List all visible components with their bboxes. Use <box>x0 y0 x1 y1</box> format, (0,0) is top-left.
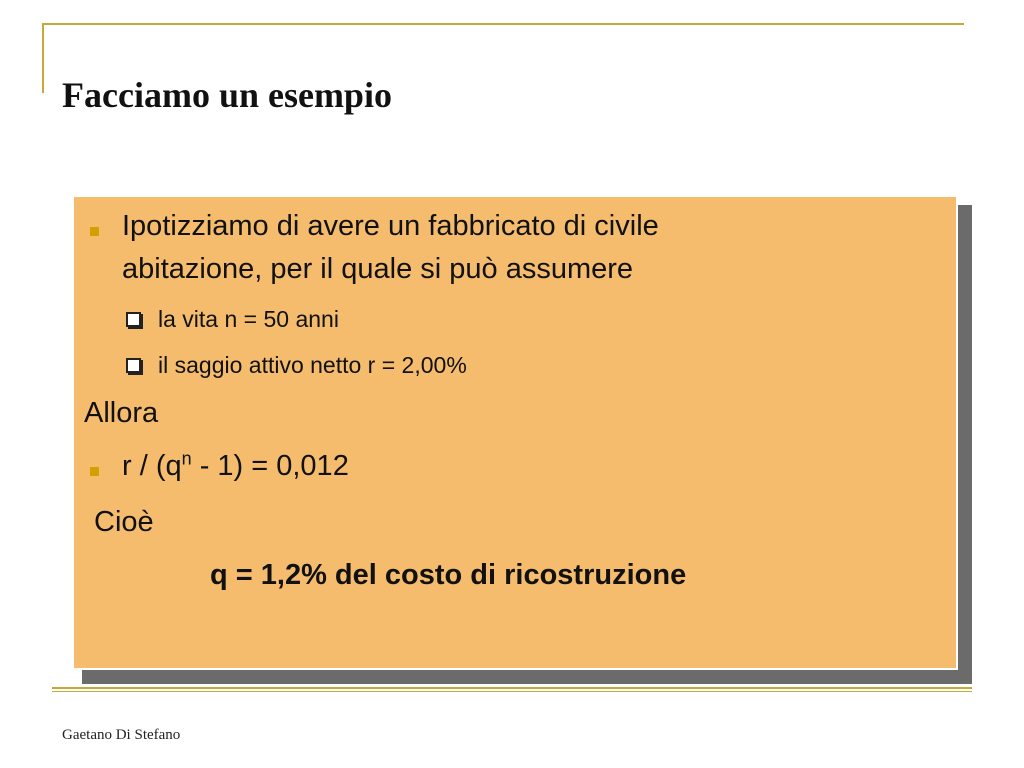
checkbox-bullet-icon <box>126 358 141 373</box>
square-bullet-icon <box>90 467 99 476</box>
left-rule <box>42 23 44 93</box>
bullet-text-line-2: abitazione, per il quale si può assumere <box>122 253 634 285</box>
formula-line <box>122 447 349 485</box>
content-area <box>74 197 956 668</box>
footer-author: Gaetano Di Stefano <box>62 727 181 743</box>
slide-title: Facciamo un esempio <box>62 75 392 115</box>
sub-bullet-vita: la vita n = 50 anni <box>158 306 339 332</box>
sub-bullet-saggio: il saggio attivo netto r = 2,00% <box>158 352 467 378</box>
top-rule <box>42 23 964 25</box>
text-cioe: Cioè <box>94 506 154 538</box>
bottom-rule-thin <box>52 691 972 692</box>
formula-exponent: n <box>181 448 192 469</box>
content-box <box>72 195 958 670</box>
square-bullet-icon <box>90 227 99 236</box>
formula-suffix: - 1) = 0,012 <box>191 450 349 482</box>
text-allora: Allora <box>84 397 159 429</box>
result-text: q = 1,2% del costo di ricostruzione <box>210 559 687 591</box>
bullet-text-line-1: Ipotizziamo di avere un fabbricato di civile <box>122 210 659 242</box>
checkbox-bullet-icon <box>126 312 141 327</box>
bottom-rule <box>52 687 972 689</box>
formula-prefix: r / (q <box>122 450 182 482</box>
